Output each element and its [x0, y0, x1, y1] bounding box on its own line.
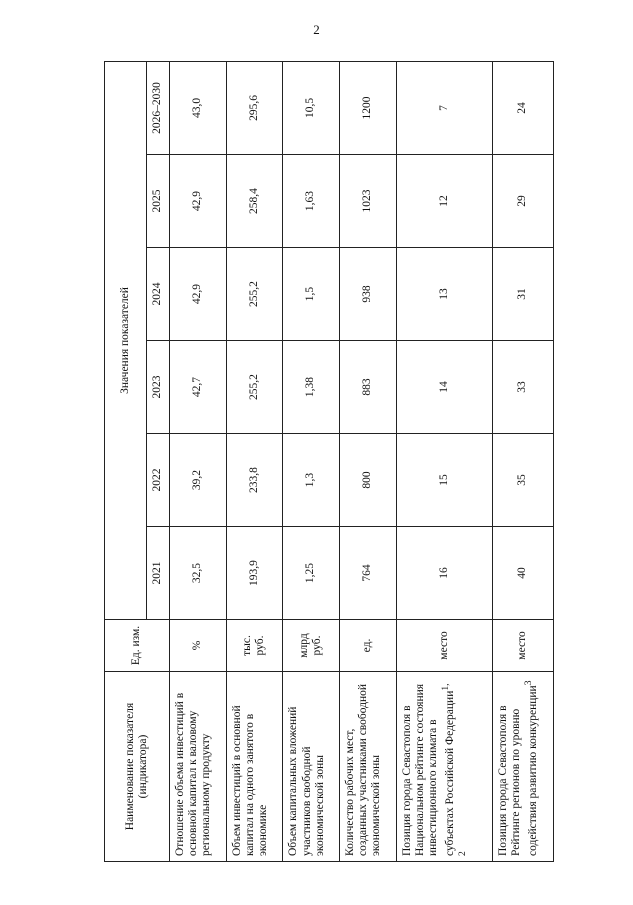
rotated-table [104, 62, 554, 862]
header-year: 2021 [147, 527, 170, 620]
row-value: 16 [396, 527, 492, 620]
header-year: 2022 [147, 434, 170, 527]
row-value: 938 [339, 248, 396, 341]
footnote-mark: 3 [523, 680, 535, 686]
row-value: 7 [396, 61, 492, 154]
row-value: 32,5 [170, 527, 227, 620]
header-year: 2025 [147, 155, 170, 248]
table-row [170, 61, 227, 861]
row-value: 1,38 [283, 341, 340, 434]
row-unit: место [396, 620, 492, 672]
row-value: 1,3 [283, 434, 340, 527]
row-indicator-name [492, 672, 553, 862]
header-row-group [105, 61, 147, 861]
row-value: 42,9 [170, 248, 227, 341]
row-value: 1023 [339, 155, 396, 248]
row-indicator-name-text: Позиция города Севастополя в Национальном рейтинге состояния инвестиционного климата в субъектах Российской Федерации [400, 683, 457, 856]
row-indicator-name: Объем инвестиций в основной капитал на одного занятого в экономике [226, 672, 283, 862]
header-year: 2024 [147, 248, 170, 341]
header-values-group: Значения показателей [105, 61, 147, 619]
row-unit: место [492, 620, 553, 672]
row-value: 33 [492, 341, 553, 434]
header-year: 2026–2030 [147, 61, 170, 154]
row-value: 12 [396, 155, 492, 248]
row-indicator-name: Количество рабочих мест, созданных участниками свободной экономической зоны [339, 672, 396, 862]
table-row [226, 61, 283, 861]
row-value: 255,2 [226, 248, 283, 341]
row-value: 764 [339, 527, 396, 620]
row-value: 42,7 [170, 341, 227, 434]
row-indicator-name [396, 672, 492, 862]
row-value: 1,63 [283, 155, 340, 248]
header-indicator-name: Наименование показателя (индикатора) [105, 672, 170, 862]
row-value: 24 [492, 61, 553, 154]
row-value: 40 [492, 527, 553, 620]
table-row [396, 61, 492, 861]
row-value: 295,6 [226, 61, 283, 154]
row-value: 39,2 [170, 434, 227, 527]
table-row [339, 61, 396, 861]
row-value: 258,4 [226, 155, 283, 248]
rotated-table-container [104, 62, 554, 862]
row-value: 1,25 [283, 527, 340, 620]
row-unit: ед. [339, 620, 396, 672]
row-indicator-name: Объем капитальных вложений участников свободной экономической зоны [283, 672, 340, 862]
row-value: 13 [396, 248, 492, 341]
table-row [283, 61, 340, 861]
row-value: 29 [492, 155, 553, 248]
table-row [492, 61, 553, 861]
row-value: 233,8 [226, 434, 283, 527]
row-value: 193,9 [226, 527, 283, 620]
footnote-mark: 1, 2 [440, 683, 469, 856]
row-value: 31 [492, 248, 553, 341]
row-value: 883 [339, 341, 396, 434]
row-value: 255,2 [226, 341, 283, 434]
row-unit: млрд руб. [283, 620, 340, 672]
row-value: 15 [396, 434, 492, 527]
header-year: 2023 [147, 341, 170, 434]
row-indicator-name-text: Позиция города Севастополя в Рейтинге регионов по уровню содействия развитию конкуренции [496, 685, 540, 856]
row-unit: тыс. руб. [226, 620, 283, 672]
row-value: 43,0 [170, 61, 227, 154]
row-value: 1200 [339, 61, 396, 154]
row-indicator-name: Отношение объема инвестиций в основной капитал к валовому региональному продукту [170, 672, 227, 862]
header-unit: Ед. изм. [105, 620, 170, 672]
indicators-table [104, 61, 554, 862]
row-value: 10,5 [283, 61, 340, 154]
row-value: 42,9 [170, 155, 227, 248]
row-value: 800 [339, 434, 396, 527]
row-value: 35 [492, 434, 553, 527]
page-number: 2 [313, 22, 320, 37]
row-value: 14 [396, 341, 492, 434]
row-unit: % [170, 620, 227, 672]
row-value: 1,5 [283, 248, 340, 341]
